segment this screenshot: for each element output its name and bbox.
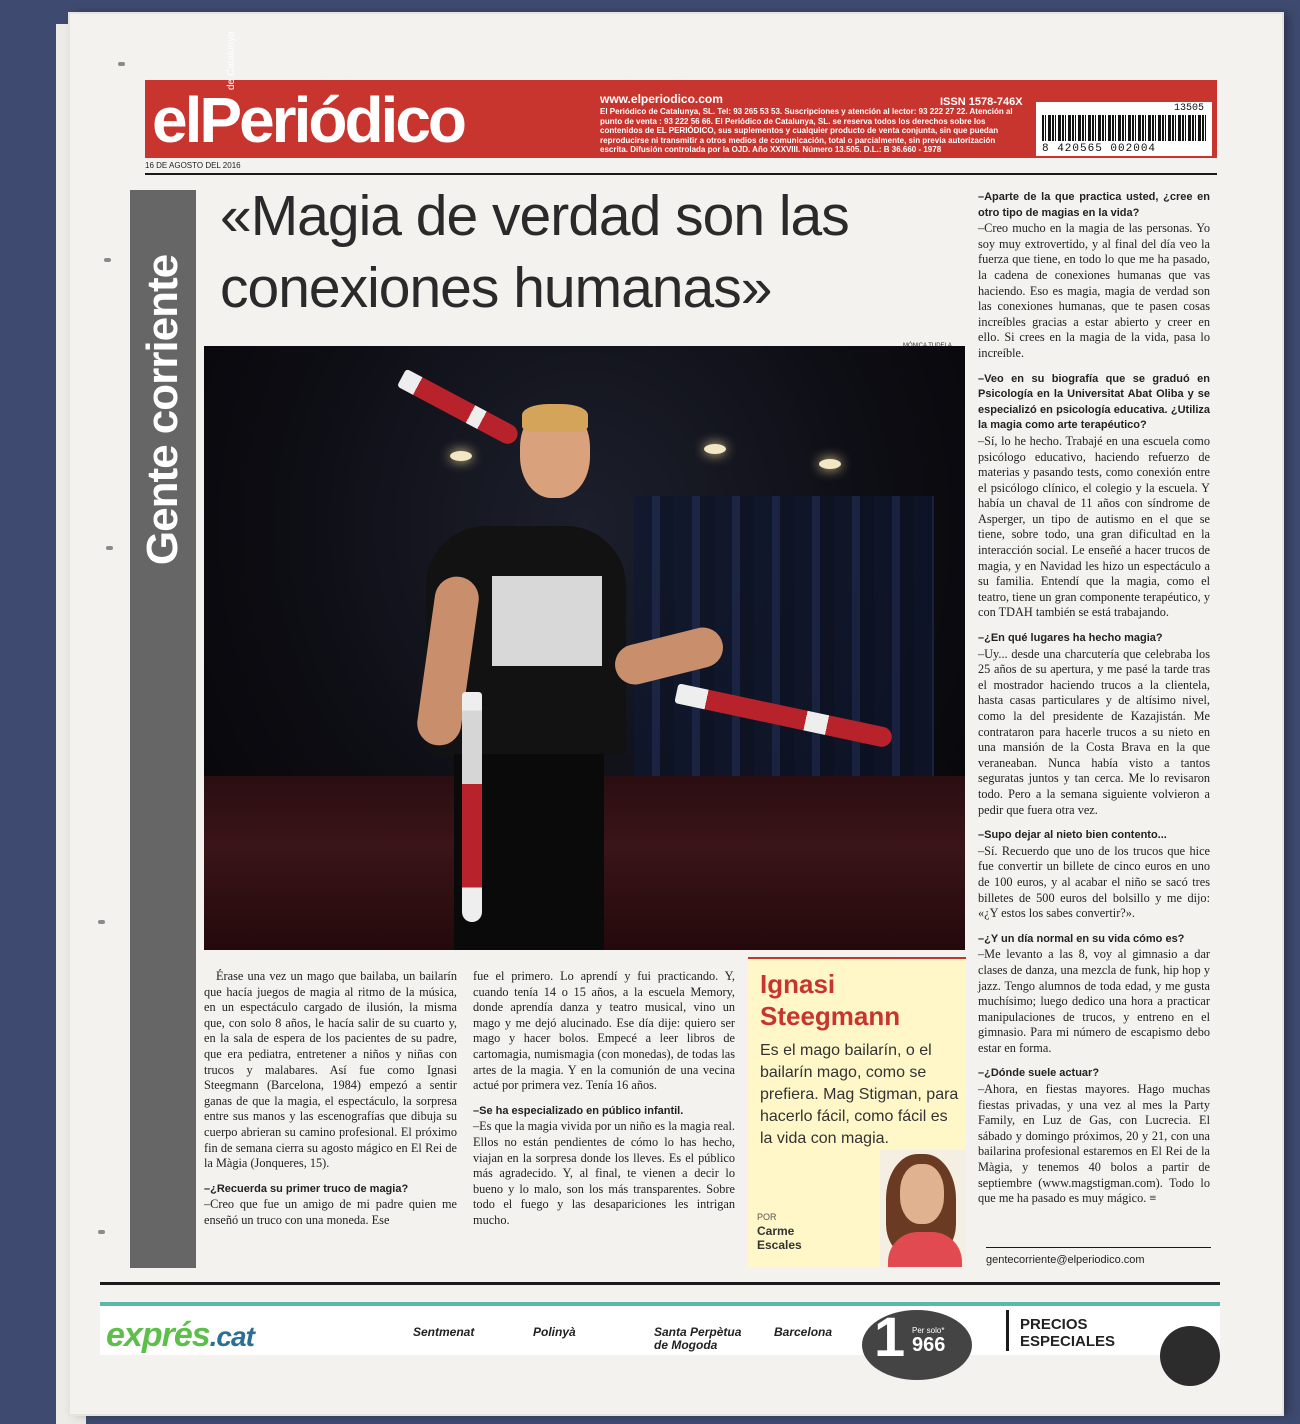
section-title: Gente corriente [138, 254, 187, 566]
ad-town-name: Polinyà [533, 1325, 576, 1339]
staple-hole [106, 546, 113, 550]
article-headline: «Magia de verdad son las conexiones humanas» [220, 184, 849, 320]
profile-first-name: Ignasi [760, 969, 836, 999]
legal-notice: El Periódico de Catalunya, SL. Tel: 93 265 53 53. Suscripciones y atención al lector: 93 222 27 22. Atención al punto de venta : 93 222 56 66. El Periódico de Catalunya, SL. se reserva todos los derechos sobre los contenidos de EL PERIÓDICO, sus suplementos y cualquier producto de venta conjunta, sin que puedan reproducirse ni transmitir a otros medios de comunicación, total o parcialmente, sin previa autorización escrita. Difusión controlada por la OJD. Año XXXVIII. Número 13.505. D.L.: B 36.660 - 1978 [600, 107, 1013, 154]
author-face [900, 1164, 944, 1224]
question-heading: –Se ha especializado en público infantil. [473, 1104, 684, 1117]
question-heading: –¿Dónde suele actuar? [978, 1067, 1100, 1080]
barcode-number: 8 420565 002004 [1042, 143, 1157, 155]
ad-special-prices [1020, 1316, 1115, 1350]
issn-number: ISSN 1578-746X [940, 96, 1023, 108]
answer-text: –Me levanto a las 8, voy al gimnasio a dar clases de danza, una mezcla de funk, hip hop y jazz. Tengo alumnos de toda edad, y me gusta muchísimo; luego dedico una hora a practicar manipulaciones de trucos, y entreno en el gimnasio. Para mi número de escapismo debo estar en forma. [978, 947, 1210, 1055]
question-heading: –¿En qué lugares ha hecho magia? [978, 632, 1163, 645]
article-column-right [978, 190, 1210, 1217]
newspaper-logo: elPeriódico [152, 84, 464, 156]
profile-box-rule [748, 957, 966, 959]
ad-price-digit: 1 [874, 1305, 906, 1368]
byline-label: POR [757, 1212, 777, 1222]
ad-price-value: 966 [912, 1334, 946, 1356]
qa-block [978, 932, 1210, 1057]
ad-precios-line1: PRECIOS [1020, 1316, 1088, 1333]
shirt-print [492, 576, 602, 666]
ad-town [774, 1326, 832, 1339]
ad-price-label: Per solo* [912, 1326, 945, 1335]
author-photo [880, 1150, 966, 1267]
qa-block [978, 631, 1210, 818]
stage-light [819, 459, 841, 469]
author-first-name: Carme [757, 1224, 795, 1238]
email-rule [986, 1247, 1211, 1248]
article-intro: Érase una vez un mago que bailaba, un bailarín que hacía juegos de magia al ritmo de la música, en un espectáculo cargado de ilusión, la misma que, con solo 8 años, le hacía salir de su cuarto y, en la sala de espera de los pacientes de su padre, que era pediatra, entretener a niños y niñas con trucos y malabares. Así fue como Ignasi Steegmann (Barcelona, 1984) empezó a sentir ganas de que la magia, el espectáculo, la sorpresa entre sus manos y las escenografías que dibuja su cuerpo abrieran su camino profesional. El próximo fin de semana cierra su agosto mágico en El Rei de la Màgia (Jonqueres, 15). [204, 969, 457, 1171]
publication-date: 16 DE AGOSTO DEL 2016 [145, 161, 241, 170]
question-heading: –Aparte de la que practica usted, ¿cree en otro tipo de magias en la vida? [978, 191, 1210, 219]
byline-author [757, 1224, 802, 1252]
ad-town-name: Sentmenat [413, 1325, 475, 1339]
ad-precios-line2: ESPECIALES [1020, 1333, 1116, 1350]
staple-hole [98, 920, 105, 924]
ad-town-name: Barcelona [774, 1325, 833, 1339]
ad-logo-main: exprés [106, 1316, 210, 1354]
logo-subtitle: de Catalunya [226, 31, 237, 90]
ad-town [654, 1326, 741, 1352]
qa-block [978, 372, 1210, 622]
footer-rule [100, 1282, 1220, 1285]
profile-last-name: Steegmann [760, 1001, 901, 1031]
stage-light [450, 451, 472, 461]
barcode [1036, 102, 1212, 156]
answer-text: –Ahora, en fiestas mayores. Hago muchas fiestas privadas, y una vez al mes la Party Family, en Luz de Gas, con Lucrecia. El sábado y domingo próximos, 20 y 21, con una bailarina profesional estaremos en El Rei de la Màgia, y tenemos 40 bolos a partir de septiembre (www.magstigman.com). Todo lo que me ha pasado es muy mágico. ≡ [978, 1082, 1210, 1206]
ad-town-name-line2: de Mogoda [654, 1338, 718, 1352]
juggling-club [397, 369, 521, 448]
stage-light [704, 444, 726, 454]
question-heading: –Veo en su biografía que se graduó en Psicología en la Universitat Abat Oliba y se especializó en psicología educativa. ¿Utiliza la magia como arte terapéutico? [978, 372, 1210, 432]
answer-text: –Uy... desde una charcutería que celebraba los 25 años de su apertura, y me pasé la tarde tras el mostrador haciendo trucos a la clientela, hasta casas particulares y de altísimo nivel, como la del presidente de Kazajistán. Me contrataron para hacerle trucos a su nieto en una mansión de la Costa Brava en la que veraneaban. Nunca había visto a tantos seguratas juntos y tan cerca. Me lo revisaron todo. Pero a la semana siguiente volvieron a pedir que fuera otra vez. [978, 646, 1210, 817]
juggler-hair [522, 404, 588, 432]
answer-text: fue el primero. Lo aprendí y fui practicando. Y, cuando tenía 14 o 15 años, a la escuela Memory, donde aprendía danza y teatro musical, vino un mago y me dejó alucinado. Ese día dije: quiero ser mago y hacer bolos. Empecé a leer libros de cartomagia, numismagia (con monedas), de todas las artes de la magia. Y en la comunión de una vecina actué por primera vez. Tenía 16 años. [473, 969, 735, 1093]
qa-block [978, 828, 1210, 922]
qa-block [978, 1066, 1210, 1206]
juggling-club [462, 692, 482, 922]
ad-divider [1006, 1310, 1009, 1351]
staple-hole [104, 258, 111, 262]
answer-text: –Sí, lo he hecho. Trabajé en una escuela como psicólogo educativo, haciendo refuerzo de materias y pasando tests, como conexión entre el psicólogo clínico, el colegio y la escuela. Y había un chaval de 11 años con síndrome de Asperger, un tipo de autismo en el que se tiene, sobre todo, una gran dificultad en la interacción social. Le enseñé a hacer trucos de magia, y en Navidad les hizo un espectáculo a su familia. Entendí que la magia, como el teatro, tiene un gran componente terapéutico, y con TDAH también se está trabajando. [978, 433, 1210, 620]
ad-town [413, 1326, 474, 1339]
answer-text: –Es que la magia vivida por un niño es la magia real. Ellos no están pendientes de cómo lo has hecho, viajan en la sorpresa donde los lleves. Es el público más agradecido. Y, al final, te vienen a decir lo bueno y lo malo, son los más transparentes. Sobre todo el fuego y las desapariciones les intrigan mucho. [473, 1119, 735, 1227]
article-column-2 [473, 969, 735, 1229]
qa-block [978, 190, 1210, 362]
header-rule [145, 173, 1217, 175]
website-link[interactable]: www.elperiodico.com [600, 92, 723, 106]
ad-logo-suffix: .cat [209, 1321, 254, 1352]
barcode-bars [1042, 115, 1206, 141]
author-last-name: Escales [757, 1238, 802, 1252]
staple-hole [118, 62, 125, 66]
issue-number: 13505 [1173, 103, 1204, 114]
section-label [130, 190, 196, 630]
contact-email[interactable]: gentecorriente@elperiodico.com [986, 1254, 1145, 1266]
answer-text: –Creo que fue un amigo de mi padre quien me enseñó un truco con una moneda. Ese [204, 1197, 457, 1227]
question-heading: –Supo dejar al nieto bien contento... [978, 829, 1167, 842]
ad-logo [106, 1316, 254, 1355]
question-heading: –¿Recuerda su primer truco de magia? [204, 1182, 409, 1195]
article-photo [204, 346, 965, 950]
staple-hole [98, 1230, 105, 1234]
ad-town [533, 1326, 576, 1339]
ad-town-name: Santa Perpètua [654, 1325, 742, 1339]
answer-text: –Creo mucho en la magia de las personas. Yo soy muy extrovertido, y al final del día veo la fuerza que tiene, en todo lo que me ha pasado, la cadena de conexiones humanas que vas haciendo. Eso es magia, magia de verdad son las conexiones humanas, que te pasen cosas increíbles gracias a estar abierto y creer en ello. Si crees en la magia de la vida, pasa lo increíble. [978, 221, 1210, 360]
profile-name [760, 968, 900, 1032]
answer-text: –Sí. Recuerdo que uno de los trucos que hice fue convertir un billete de cinco euros en uno de 100 euros, y al acabar el niño se sacó tres billetes de 500 euros del bolsillo y me dijo: «¿Y estos los sabes convertir?». [978, 843, 1210, 921]
question-heading: –¿Y un día normal en su vida cómo es? [978, 932, 1185, 945]
ad-graphic [1160, 1326, 1220, 1386]
profile-description: Es el mago bailarín, o el bailarín mago, como se prefiera. Mag Stigman, para hacerlo fácil, como fácil es la vida con magia. [760, 1042, 959, 1147]
article-column-1 [204, 969, 457, 1229]
